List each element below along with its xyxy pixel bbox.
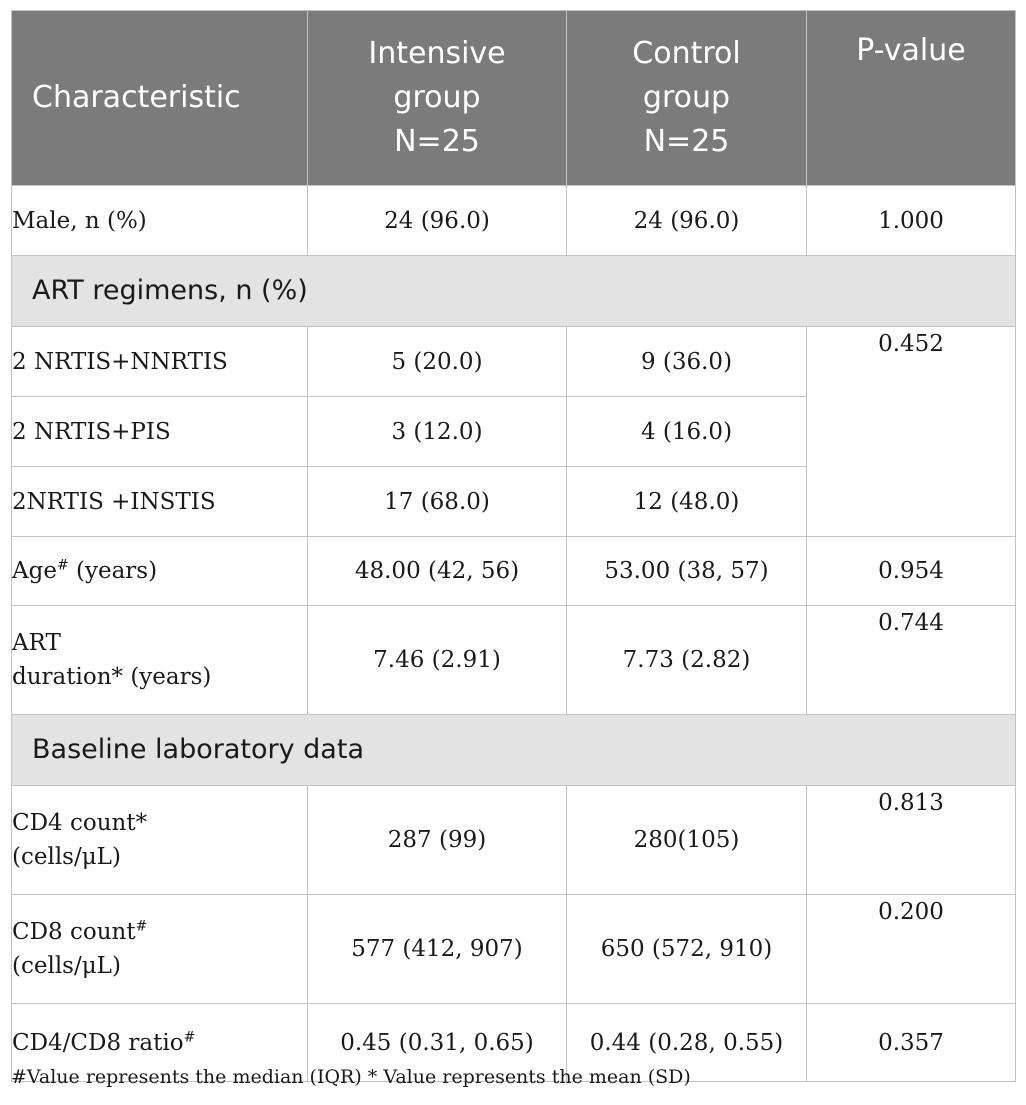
- cd4-label-line2: (cells/μL): [12, 844, 121, 870]
- median-marker: #: [56, 557, 69, 574]
- row-label: [12, 537, 308, 606]
- cell-intensive: 577 (412, 907): [308, 895, 567, 1004]
- cell-p-value: 1.000: [807, 186, 1016, 256]
- cell-intensive: 5 (20.0): [308, 327, 567, 397]
- cell-control: 24 (96.0): [567, 186, 807, 256]
- row-label: Male, n (%): [12, 186, 308, 256]
- header-control-line: group: [642, 80, 731, 115]
- characteristics-table: [11, 10, 1016, 1082]
- age-label-unit: (years): [68, 558, 158, 584]
- header-control-line: N=25: [643, 124, 730, 159]
- cell-p-value: 0.813: [807, 786, 1016, 895]
- row-label: [12, 606, 308, 715]
- cell-p-value: 0.357: [807, 1004, 1016, 1082]
- section-baseline-laboratory: Baseline laboratory data: [12, 715, 1016, 786]
- cell-intensive: 7.46 (2.91): [308, 606, 567, 715]
- cd8-label-line2: (cells/μL): [12, 953, 121, 979]
- cell-p-value: 0.200: [807, 895, 1016, 1004]
- row-label: 2 NRTIS+NNRTIS: [12, 327, 308, 397]
- row-label: 2 NRTIS+PIS: [12, 397, 308, 467]
- age-label-text: Age: [12, 558, 57, 584]
- header-characteristic: Characteristic: [12, 11, 308, 186]
- cell-control: 9 (36.0): [567, 327, 807, 397]
- cd8-label-line1: [12, 915, 307, 949]
- cell-intensive: 17 (68.0): [308, 467, 567, 537]
- section-row: [12, 256, 1016, 327]
- header-intensive-line: N=25: [394, 124, 480, 159]
- cell-control: 4 (16.0): [567, 397, 807, 467]
- table-header-row: [12, 11, 1016, 186]
- table-row: [12, 327, 1016, 397]
- cell-p-value: 0.744: [807, 606, 1016, 715]
- cell-intensive: 287 (99): [308, 786, 567, 895]
- cell-control: 53.00 (38, 57): [567, 537, 807, 606]
- ratio-label-text: CD4/CD8 ratio: [12, 1029, 184, 1056]
- cell-intensive: 0.45 (0.31, 0.65): [308, 1004, 567, 1082]
- table-row: [12, 895, 1016, 1004]
- table-row: [12, 786, 1016, 895]
- table-row: [12, 537, 1016, 606]
- header-control-group: [567, 11, 807, 186]
- duration-label-line1: ART: [12, 630, 61, 656]
- cell-p-value: 0.452: [807, 327, 1016, 537]
- row-label: [12, 786, 308, 895]
- table-row: [12, 606, 1016, 715]
- duration-label-line2: duration* (years): [12, 664, 212, 690]
- cell-control: 12 (48.0): [567, 467, 807, 537]
- cell-intensive: 48.00 (42, 56): [308, 537, 567, 606]
- row-label: [12, 895, 308, 1004]
- header-control-line: Control: [632, 36, 741, 71]
- section-row: [12, 715, 1016, 786]
- cell-control: 280(105): [567, 786, 807, 895]
- cd8-label-text: CD8 count: [12, 919, 136, 945]
- header-intensive-group: [308, 11, 567, 186]
- header-intensive-line: group: [393, 80, 481, 115]
- cell-control: 650 (572, 910): [567, 895, 807, 1004]
- cell-control: 7.73 (2.82): [567, 606, 807, 715]
- cell-intensive: 24 (96.0): [308, 186, 567, 256]
- section-art-regimens: ART regimens, n (%): [12, 256, 1016, 327]
- cd4-label-line1: CD4 count*: [12, 810, 148, 836]
- median-marker: #: [135, 918, 148, 935]
- median-marker: #: [183, 1028, 196, 1045]
- cell-control: 0.44 (0.28, 0.55): [567, 1004, 807, 1082]
- header-p-value: P-value: [807, 11, 1016, 186]
- cell-intensive: 3 (12.0): [308, 397, 567, 467]
- table-footnote: #Value represents the median (IQR) * Value represents the mean (SD): [11, 1066, 691, 1088]
- header-intensive-line: Intensive: [368, 36, 506, 71]
- table-row: [12, 186, 1016, 256]
- row-label: 2NRTIS +INSTIS: [12, 467, 308, 537]
- cell-p-value: 0.954: [807, 537, 1016, 606]
